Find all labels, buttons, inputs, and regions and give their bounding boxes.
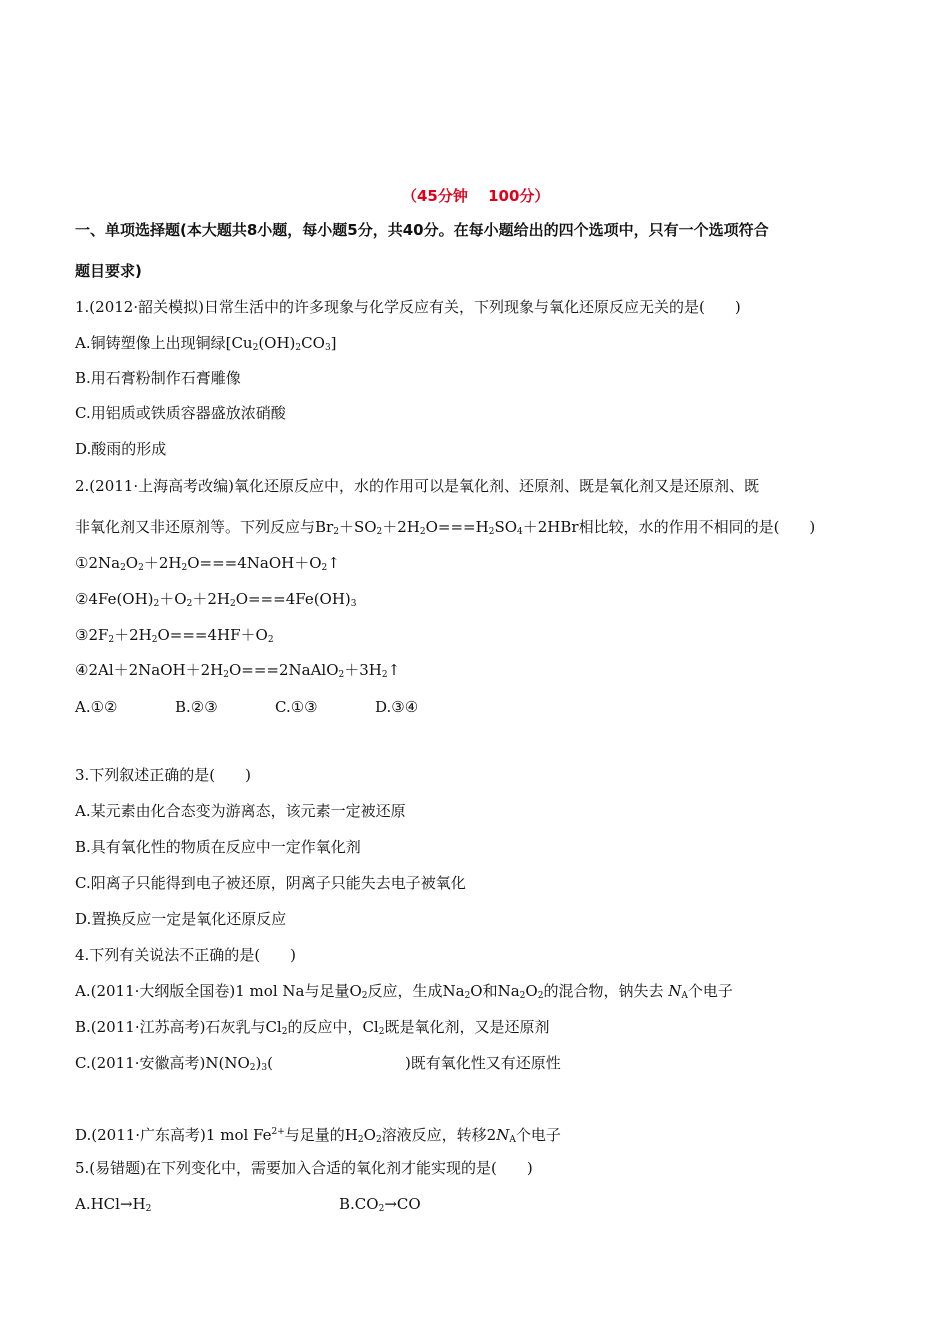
q2-reaction-2: $②4Fe(OH)_2+O_2+2H_2O===4Fe(OH)_3$: [75, 590, 357, 609]
q1-option-c: C.用铝质或铁质容器盛放浓硝酸: [75, 404, 286, 422]
section-title: 一、单项选择题(本大题共8小题，每小题5分，共40分。在每小题给出的四个选项中，只有一个选项符合: [75, 221, 769, 239]
q2-stem-cont: 非氧化剂又非还原剂等。下列反应与$Br_2+SO_2+2H_2O===H_2SO_4+2HBr$相比较，水的作用不相同的是( ): [75, 518, 816, 537]
q1-stem: 1.(2012·韶关模拟)日常生活中的许多现象与化学反应有关，下列现象与氧化还原反应无关的是( ): [75, 298, 741, 316]
q2-stem: 2.(2011·上海高考改编)氧化还原反应中，水的作用可以是氧化剂、还原剂、既是氧化剂又是还原剂、既: [75, 477, 759, 495]
q1-option-a: A.铜铸塑像上出现铜绿$[Cu_2(OH)_2CO_3]$: [75, 334, 337, 353]
q4-option-c: C.(2011·安徽高考)$N(NO_2)_3$( )既有氧化性又有还原性: [75, 1054, 561, 1073]
q2-options: [75, 697, 418, 717]
q2-option-a: A.①②: [75, 698, 118, 716]
q3-option-b: B.具有氧化性的物质在反应中一定作氧化剂: [75, 838, 361, 856]
q5-option-b: $B.CO_2\to CO$: [339, 1195, 421, 1214]
q2-option-d: D.③④: [375, 698, 419, 716]
q2-reaction-4: $④2Al+2NaOH+2H_2O===2NaAlO_2+3H_2↑$: [75, 661, 401, 680]
q3-stem: 3.下列叙述正确的是( ): [75, 766, 252, 784]
q1-option-b: B.用石膏粉制作石膏雕像: [75, 369, 241, 387]
q4-stem: 4.下列有关说法不正确的是( ): [75, 946, 297, 964]
q5-stem: 5.(易错题)在下列变化中，需要加入合适的氧化剂才能实现的是( ): [75, 1159, 533, 1177]
q4-option-b: B.(2011·江苏高考)石灰乳与$Cl_2$的反应中，$Cl_2$既是氧化剂，又是还原剂: [75, 1018, 550, 1037]
q2-option-b: B.②③: [175, 698, 218, 716]
q5-option-a: $A.HCl\to H_2$: [75, 1195, 152, 1214]
q2-reaction-3: $③2F_2+2H_2O===4HF+O_2$: [75, 626, 274, 645]
q4-option-d: D.(2011·广东高考)1 mol $Fe^{2+}$与足量的$H_2O_2$溶液反应，转移$2N_A$个电子: [75, 1126, 561, 1145]
q3-option-d: D.置换反应一定是氧化还原反应: [75, 910, 287, 928]
q3-option-c: C.阳离子只能得到电子被还原，阴离子只能失去电子被氧化: [75, 874, 466, 892]
q1-option-d: D.酸雨的形成: [75, 440, 167, 458]
q2-reaction-1: $①2Na_2O_2+2H_2O===4NaOH+O_2↑$: [75, 554, 340, 573]
q5-options: [75, 1194, 421, 1219]
q4-option-a: A.(2011·大纲版全国卷)1 mol Na与足量$O_2$反应，生成$Na_2O$和$Na_2O_2$的混合物，钠失去 $N_A$个电子: [75, 982, 733, 1001]
header-time-score: （45分钟 100分）: [402, 187, 550, 205]
q2-option-c: C.①③: [275, 698, 318, 716]
section-title-cont: 题目要求): [75, 262, 142, 280]
q3-option-a: A.某元素由化合态变为游离态，该元素一定被还原: [75, 802, 406, 820]
